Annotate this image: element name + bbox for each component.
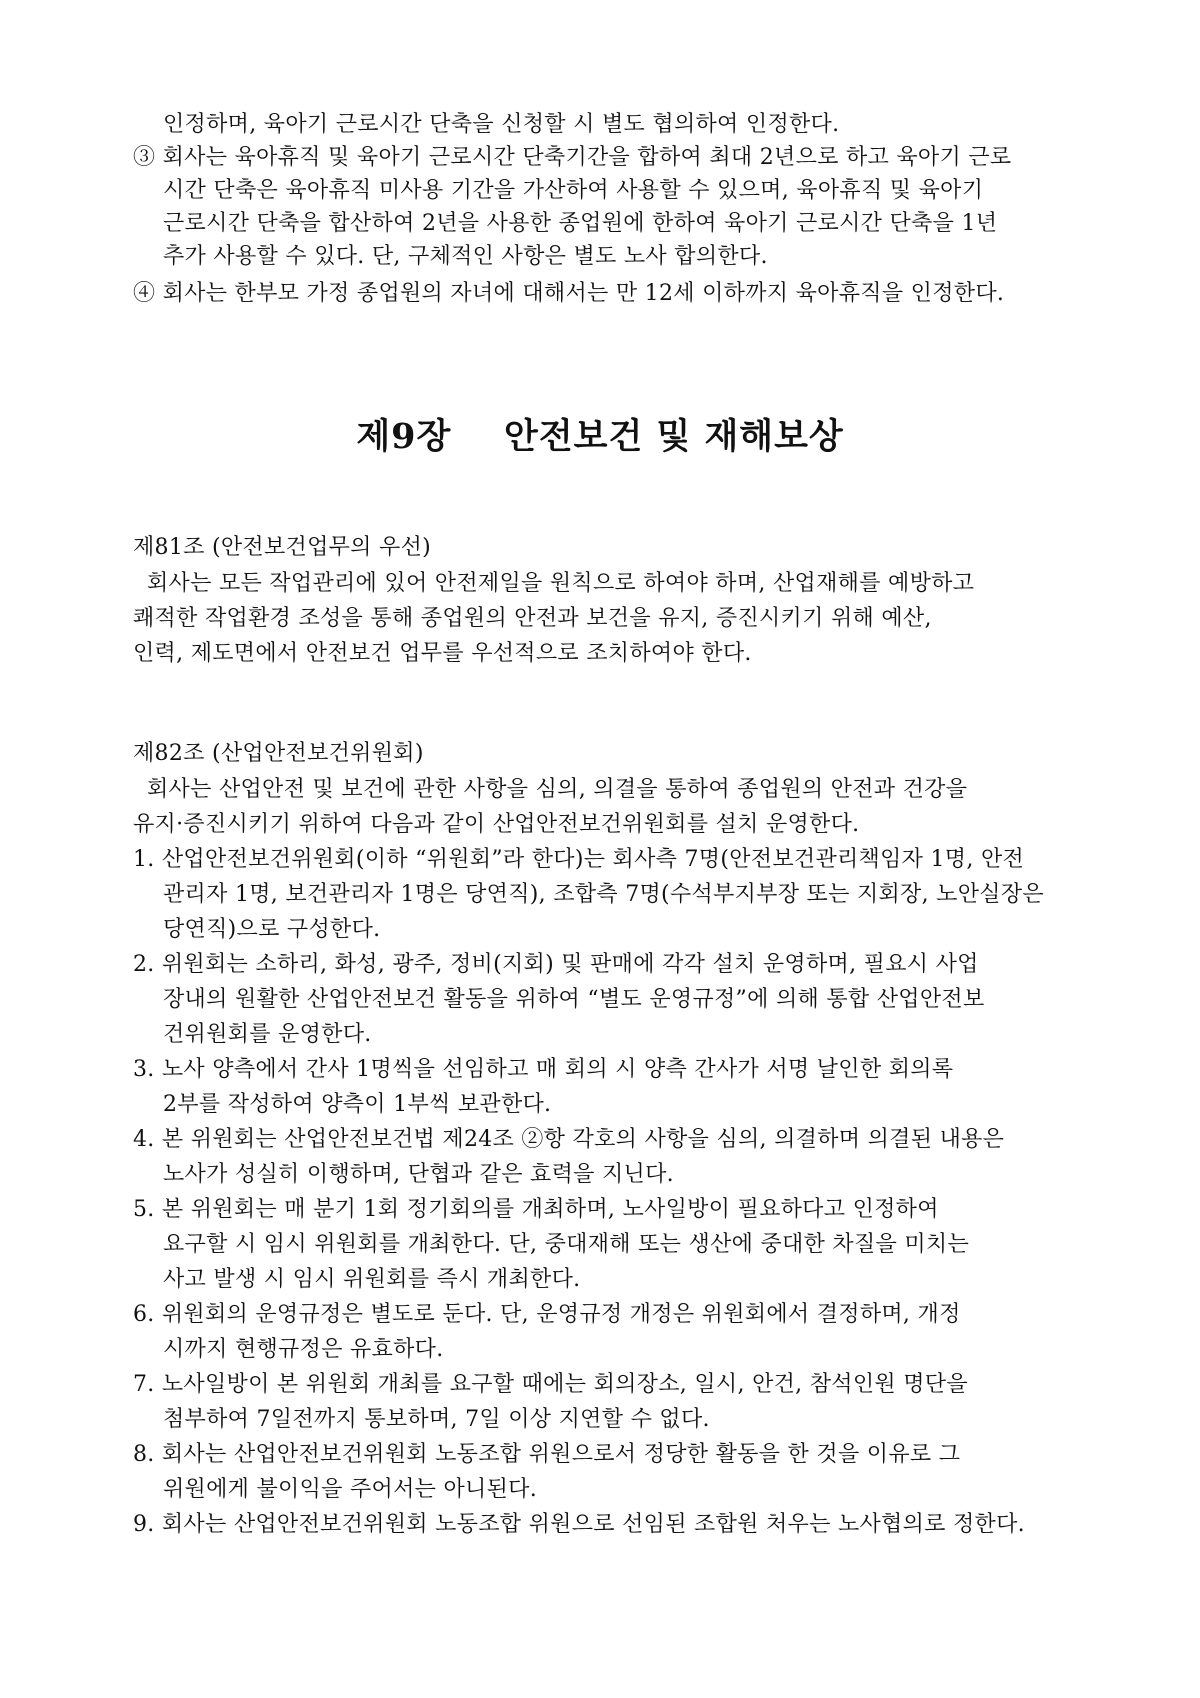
chapter-title: 제9장 안전보건 및 재해보상 bbox=[356, 416, 844, 457]
text-line: 당연직)으로 구성한다. bbox=[163, 917, 381, 942]
text-line: 회사는 산업안전 및 보건에 관한 사항을 심의, 의결을 통하여 종업원의 안전과 건강을 bbox=[147, 777, 968, 802]
text-line: 위원에게 불이익을 주어서는 아니된다. bbox=[163, 1477, 538, 1502]
list-item: 1. 산업안전보건위원회(이하 “위원회”라 한다)는 회사측 7명(안전보건관리책임자 1명, 안전 bbox=[133, 847, 1025, 872]
text-line: 근로시간 단축을 합산하여 2년을 사용한 종업원에 한하여 육아기 근로시간 단축을 1년 bbox=[163, 211, 998, 236]
list-item: 5. 본 위원회는 매 분기 1회 정기회의를 개최하며, 노사일방이 필요하다고 인정하여 bbox=[133, 1197, 939, 1222]
text-line: 요구할 시 임시 위원회를 개최한다. 단, 중대재해 또는 생산에 중대한 차질을 미치는 bbox=[163, 1232, 970, 1257]
text-line: 노사가 성실히 이행하며, 단협과 같은 효력을 지닌다. bbox=[163, 1162, 674, 1187]
text-line: 인정하며, 육아기 근로시간 단축을 신청할 시 별도 협의하여 인정한다. bbox=[163, 112, 840, 137]
text-line: 유지·증진시키기 위하여 다음과 같이 산업안전보건위원회를 설치 운영한다. bbox=[133, 812, 860, 837]
list-item: 4. 본 위원회는 산업안전보건법 제24조 ②항 각호의 사항을 심의, 의결하며 의결된 내용은 bbox=[133, 1127, 1005, 1152]
text-line: 2부를 작성하여 양측이 1부씩 보관한다. bbox=[163, 1092, 552, 1117]
text-line: 인력, 제도면에서 안전보건 업무를 우선적으로 조치하여야 한다. bbox=[133, 641, 752, 666]
list-item: 3. 노사 양측에서 간사 1명씩을 선임하고 매 회의 시 양측 간사가 서명 날인한 회의록 bbox=[133, 1057, 954, 1082]
text-line: 사고 발생 시 임시 위원회를 즉시 개최한다. bbox=[163, 1267, 581, 1292]
article-heading: 제81조 (안전보건업무의 우선) bbox=[133, 535, 432, 560]
list-item: 2. 위원회는 소하리, 화성, 광주, 정비(지회) 및 판매에 각각 설치 운영하며, 필요시 사업 bbox=[133, 952, 979, 977]
list-item: 6. 위원회의 운영규정은 별도로 둔다. 단, 운영규정 개정은 위원회에서 결정하며, 개정 bbox=[133, 1302, 961, 1327]
text-line: 시까지 현행규정은 유효하다. bbox=[163, 1337, 444, 1362]
text-line: 시간 단축은 육아휴직 미사용 기간을 가산하여 사용할 수 있으며, 육아휴직 및 육아기 bbox=[163, 178, 984, 203]
text-line: 추가 사용할 수 있다. 단, 구체적인 사항은 별도 노사 합의한다. bbox=[163, 244, 768, 269]
text-line: 첨부하여 7일전까지 통보하며, 7일 이상 지연할 수 없다. bbox=[163, 1407, 710, 1432]
text-line: 건위원회를 운영한다. bbox=[163, 1022, 372, 1047]
text-line: 장내의 원활한 산업안전보건 활동을 위하여 “별도 운영규정”에 의해 통합 산업안전보 bbox=[163, 987, 985, 1012]
article-heading: 제82조 (산업안전보건위원회) bbox=[133, 741, 424, 766]
text-line: 관리자 1명, 보건관리자 1명은 당연직), 조합측 7명(수석부지부장 또는 지회장, 노안실장은 bbox=[163, 882, 1044, 907]
list-item: 7. 노사일방이 본 위원회 개최를 요구할 때에는 회의장소, 일시, 안건, 참석인원 명단을 bbox=[133, 1372, 968, 1397]
text-line: 회사는 모든 작업관리에 있어 안전제일을 원칙으로 하여야 하며, 산업재해를 예방하고 bbox=[147, 571, 975, 596]
text-line: ③ 회사는 육아휴직 및 육아기 근로시간 단축기간을 합하여 최대 2년으로 하고 육아기 근로 bbox=[133, 145, 1012, 170]
text-line: ④ 회사는 한부모 가정 종업원의 자녀에 대해서는 만 12세 이하까지 육아휴직을 인정한다. bbox=[133, 281, 1005, 306]
list-item: 9. 회사는 산업안전보건위원회 노동조합 위원으로 선임된 조합원 처우는 노사협의로 정한다. bbox=[133, 1512, 1025, 1537]
text-line: 쾌적한 작업환경 조성을 통해 종업원의 안전과 보건을 유지, 증진시키기 위해 예산, bbox=[133, 606, 932, 631]
list-item: 8. 회사는 산업안전보건위원회 노동조합 위원으로서 정당한 활동을 한 것을 이유로 그 bbox=[133, 1442, 961, 1467]
